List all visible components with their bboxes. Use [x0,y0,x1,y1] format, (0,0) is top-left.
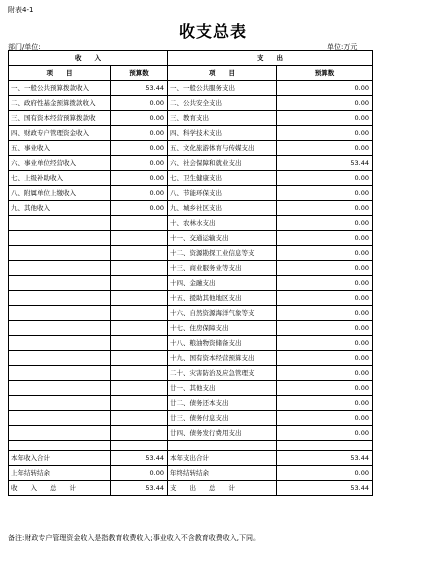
expense-item-cell: 三、教育支出 [168,111,277,126]
expense-budget-cell: 53.44 [277,451,373,466]
expense-budget-cell: 0.00 [277,171,373,186]
table-row [9,336,373,351]
footnote: 备注:财政专户管理资金收入是指教育收费收入;事业收入不含教育收费收入,下同。 [8,534,260,542]
income-item-cell [9,246,111,261]
expense-budget-header: 预算数 [277,66,373,81]
income-budget-cell: 0.00 [111,141,168,156]
expense-item-cell: 廿三、债务付息支出 [168,411,277,426]
spacer-cell [111,441,168,451]
income-item-cell: 本年收入合计 [9,451,111,466]
table-row [9,396,373,411]
expense-item-cell: 四、科学技术支出 [168,126,277,141]
department-label: 部门/单位: [8,43,41,51]
expense-item-cell: 十一、交通运输支出 [168,231,277,246]
expense-item-cell: 七、卫生健康支出 [168,171,277,186]
expense-item-cell: 六、社会保障和就业支出 [168,156,277,171]
expense-budget-cell: 0.00 [277,216,373,231]
group-header-row [9,51,373,66]
table-row [9,276,373,291]
income-budget-cell [111,381,168,396]
income-budget-cell: 0.00 [111,156,168,171]
income-budget-header: 预算数 [111,66,168,81]
expense-budget-cell: 0.00 [277,246,373,261]
expense-budget-cell: 0.00 [277,186,373,201]
income-budget-cell [111,306,168,321]
expense-item-cell: 九、城乡社区支出 [168,201,277,216]
income-item-cell: 二、政府性基金预算拨款收入 [9,96,111,111]
expense-item-cell: 二十、灾害防治及应急管理支 [168,366,277,381]
unit-label: 单位:万元 [327,43,358,51]
income-budget-cell: 53.44 [111,81,168,96]
expense-budget-cell: 0.00 [277,396,373,411]
income-budget-cell: 0.00 [111,186,168,201]
income-item-cell: 四、财政专户管理资金收入 [9,126,111,141]
income-item-cell [9,291,111,306]
expense-item-cell: 十九、国有资本经营预算支出 [168,351,277,366]
income-item-cell: 上年结转结余 [9,466,111,481]
income-item-cell: 一、一般公共预算拨款收入 [9,81,111,96]
income-budget-cell [111,276,168,291]
expense-budget-cell: 0.00 [277,366,373,381]
income-budget-cell [111,351,168,366]
table-row [9,231,373,246]
expense-budget-cell: 0.00 [277,336,373,351]
expense-budget-cell: 0.00 [277,306,373,321]
table-row [9,186,373,201]
expense-item-cell: 廿四、债务发行费用支出 [168,426,277,441]
expense-item-cell: 十三、商业服务业等支出 [168,261,277,276]
income-item-cell [9,426,111,441]
income-budget-cell: 53.44 [111,451,168,466]
income-budget-cell: 0.00 [111,201,168,216]
income-budget-cell [111,366,168,381]
expense-budget-cell: 0.00 [277,141,373,156]
income-budget-cell [111,291,168,306]
income-budget-cell [111,216,168,231]
income-expense-table [8,50,373,496]
table-row [9,201,373,216]
spacer-cell [277,441,373,451]
income-item-cell: 三、国有资本经营预算拨款收 [9,111,111,126]
expense-budget-cell: 0.00 [277,466,373,481]
income-item-cell: 八、附属单位上缴收入 [9,186,111,201]
income-budget-cell: 0.00 [111,466,168,481]
expense-budget-cell: 0.00 [277,411,373,426]
income-item-cell [9,411,111,426]
expense-budget-cell: 0.00 [277,126,373,141]
expense-item-header: 项 目 [168,66,277,81]
expense-item-cell: 支 出 总 计 [168,481,277,496]
income-budget-cell [111,396,168,411]
income-budget-cell [111,411,168,426]
total-row [9,466,373,481]
income-budget-cell [111,321,168,336]
page-title: 收支总表 [178,22,247,41]
table-row [9,291,373,306]
income-item-cell [9,261,111,276]
expense-item-cell: 廿一、其他支出 [168,381,277,396]
income-item-cell [9,351,111,366]
table-row [9,426,373,441]
total-row [9,481,373,496]
income-item-cell: 六、事业单位经营收入 [9,156,111,171]
table-row [9,81,373,96]
spacer-cell [9,441,111,451]
expense-item-cell: 二、公共安全支出 [168,96,277,111]
expense-budget-cell: 0.00 [277,231,373,246]
total-row [9,451,373,466]
table-row [9,171,373,186]
expense-group-header: 支 出 [168,51,373,66]
attachment-label: 附表4-1 [8,6,34,14]
spacer-cell [168,441,277,451]
income-item-cell [9,231,111,246]
expense-budget-cell: 0.00 [277,291,373,306]
income-item-cell [9,306,111,321]
expense-item-cell: 年终结转结余 [168,466,277,481]
table-row [9,351,373,366]
table-row [9,381,373,396]
table-row [9,126,373,141]
expense-item-cell: 十、农林水支出 [168,216,277,231]
table-row [9,156,373,171]
expense-item-cell: 十二、资源勘探工业信息等支 [168,246,277,261]
income-item-cell [9,381,111,396]
expense-budget-cell: 0.00 [277,276,373,291]
income-budget-cell: 0.00 [111,96,168,111]
expense-item-cell: 十六、自然资源海洋气象等支 [168,306,277,321]
expense-item-cell: 十五、援助其他地区支出 [168,291,277,306]
table-row [9,246,373,261]
expense-budget-cell: 0.00 [277,426,373,441]
expense-item-cell: 十七、住房保障支出 [168,321,277,336]
income-budget-cell: 53.44 [111,481,168,496]
income-item-cell [9,321,111,336]
expense-budget-cell: 53.44 [277,156,373,171]
table-row [9,141,373,156]
expense-item-cell: 本年支出合计 [168,451,277,466]
income-budget-cell: 0.00 [111,171,168,186]
income-budget-cell [111,261,168,276]
income-item-cell [9,336,111,351]
expense-budget-cell: 0.00 [277,96,373,111]
income-item-cell [9,276,111,291]
expense-budget-cell: 0.00 [277,201,373,216]
table-row [9,216,373,231]
income-budget-cell: 0.00 [111,111,168,126]
table-row [9,111,373,126]
expense-budget-cell: 0.00 [277,81,373,96]
expense-budget-cell: 53.44 [277,481,373,496]
income-budget-cell [111,336,168,351]
table-row [9,261,373,276]
income-budget-cell [111,426,168,441]
income-item-cell: 收 入 总 计 [9,481,111,496]
table-row [9,411,373,426]
table-row [9,321,373,336]
income-item-header: 项 目 [9,66,111,81]
expense-budget-cell: 0.00 [277,321,373,336]
expense-item-cell: 八、节能环保支出 [168,186,277,201]
expense-item-cell: 一、一般公共服务支出 [168,81,277,96]
expense-item-cell: 廿二、债务还本支出 [168,396,277,411]
table-row [9,96,373,111]
expense-item-cell: 十四、金融支出 [168,276,277,291]
expense-budget-cell: 0.00 [277,111,373,126]
income-item-cell [9,216,111,231]
income-item-cell: 五、事业收入 [9,141,111,156]
income-group-header: 收 入 [9,51,168,66]
income-budget-cell: 0.00 [111,126,168,141]
expense-budget-cell: 0.00 [277,381,373,396]
table-row [9,306,373,321]
income-budget-cell [111,231,168,246]
income-item-cell [9,366,111,381]
spacer-row [9,441,373,451]
income-budget-cell [111,246,168,261]
expense-budget-cell: 0.00 [277,261,373,276]
expense-budget-cell: 0.00 [277,351,373,366]
income-item-cell [9,396,111,411]
income-item-cell: 九、其他收入 [9,201,111,216]
table-row [9,366,373,381]
expense-item-cell: 五、文化旅游体育与传媒支出 [168,141,277,156]
column-header-row [9,66,373,81]
expense-item-cell: 十八、粮油物资储备支出 [168,336,277,351]
income-item-cell: 七、上级补助收入 [9,171,111,186]
